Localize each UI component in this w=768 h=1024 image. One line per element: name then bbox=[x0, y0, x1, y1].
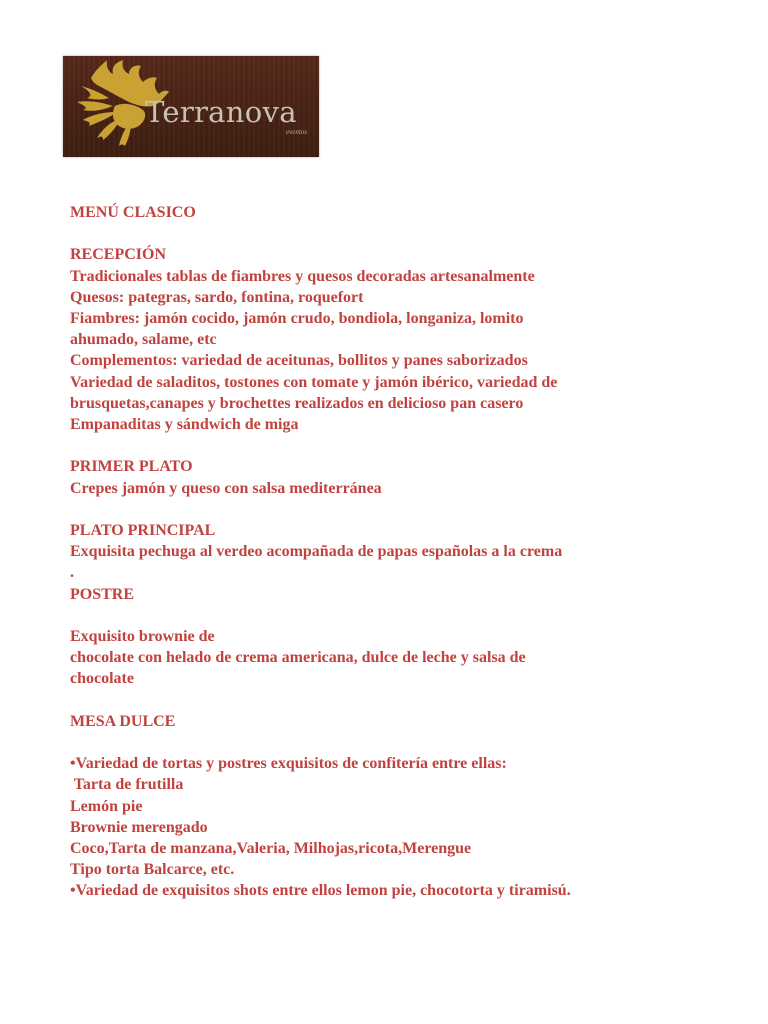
mesa-dulce-line: Lemón pie bbox=[70, 797, 143, 815]
terranova-logo bbox=[63, 56, 319, 157]
recepcion-line: Variedad de saladitos, tostones con tomate y jamón ibérico, variedad de bbox=[70, 373, 558, 391]
recepcion-line: Empanaditas y sándwich de miga bbox=[70, 416, 299, 434]
postre-line: Exquisito brownie de bbox=[70, 628, 215, 645]
plato-principal-line: Exquisita pechuga al verdeo acompañada de papas españolas a la crema bbox=[70, 543, 563, 561]
primer-plato-line: Crepes jamón y queso con salsa mediterránea bbox=[70, 479, 382, 497]
recepcion-line: ahumado, salame, etc bbox=[70, 331, 217, 349]
recepcion-line: Tradicionales tablas de fiambres y quesos decoradas artesanalmente bbox=[70, 267, 535, 285]
postre-line: chocolate bbox=[70, 670, 134, 688]
postre-line: chocolate con helado de crema americana, dulce de leche y salsa de bbox=[70, 649, 526, 667]
logo-sub-text: eventos bbox=[286, 128, 307, 136]
recepcion-line: Quesos: pategras, sardo, fontina, roquefort bbox=[70, 288, 364, 306]
section-heading-recepcion: RECEPCIÓN bbox=[70, 246, 167, 264]
logo-brand-text: Terranova bbox=[145, 95, 297, 129]
section-heading-mesa-dulce: MESA DULCE bbox=[70, 712, 176, 730]
mesa-dulce-line: Brownie merengado bbox=[70, 818, 208, 836]
section-heading-postre: POSTRE bbox=[70, 585, 135, 603]
mesa-dulce-line: Tipo torta Balcarce, etc. bbox=[70, 861, 235, 879]
recepcion-line: brusquetas,canapes y brochettes realizados en delicioso pan casero bbox=[70, 394, 524, 412]
plato-principal-line: . bbox=[70, 564, 74, 582]
mesa-dulce-line: Coco,Tarta de manzana,Valeria, Milhojas,ricota,Merengue bbox=[70, 840, 472, 857]
recepcion-line: Complementos: variedad de aceitunas, bollitos y panes saborizados bbox=[70, 352, 528, 370]
section-heading-primer-plato: PRIMER PLATO bbox=[70, 458, 193, 476]
section-heading-plato-principal: PLATO PRINCIPAL bbox=[70, 522, 216, 539]
mesa-dulce-line: •Variedad de tortas y postres exquisitos de confitería entre ellas: bbox=[70, 755, 507, 773]
mesa-dulce-line: •Variedad de exquisitos shots entre ellos lemon pie, chocotorta y tiramisú. bbox=[70, 882, 571, 900]
menu-document bbox=[70, 202, 730, 902]
mesa-dulce-line: Tarta de frutilla bbox=[70, 776, 184, 794]
menu-title: MENÚ CLASICO bbox=[70, 204, 196, 221]
recepcion-line: Fiambres: jamón cocido, jamón crudo, bondiola, longaniza, lomito bbox=[70, 310, 524, 327]
